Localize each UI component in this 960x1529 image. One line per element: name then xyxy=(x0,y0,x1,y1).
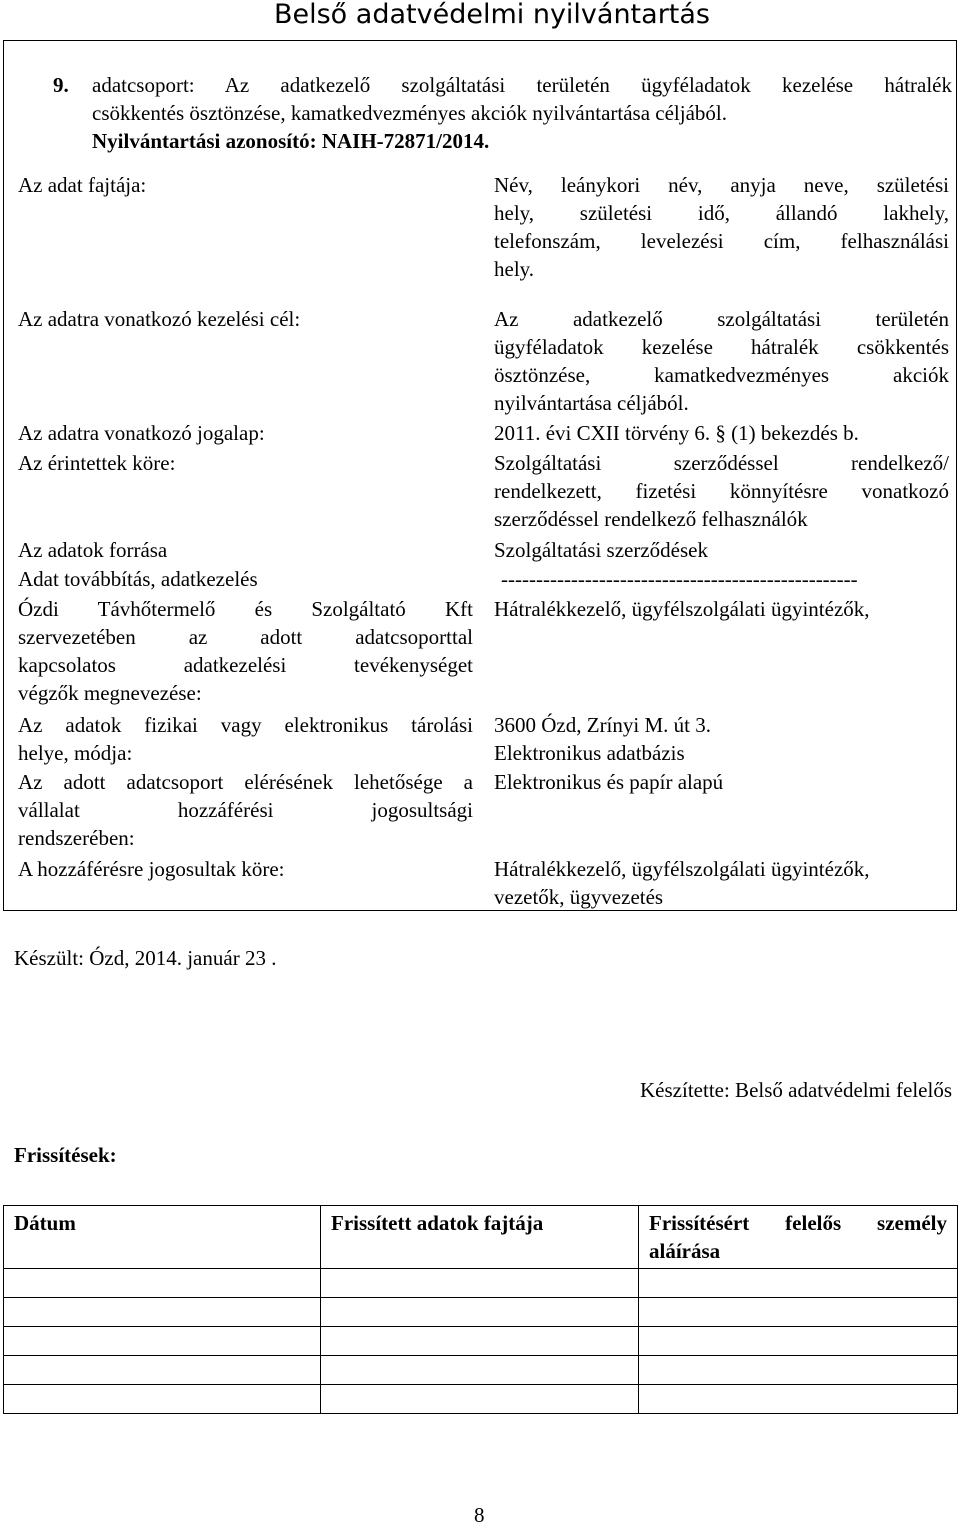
value-line: Hátralékkezelő, ügyfélszolgálati ügyintézők, xyxy=(494,857,870,881)
cell xyxy=(4,1298,321,1327)
updates-heading: Frissítések: xyxy=(14,1143,117,1167)
label-line: kapcsolatos adatkezelési tevékenységet xyxy=(18,653,473,677)
row-label xyxy=(18,171,473,199)
header-date: Dátum xyxy=(4,1206,321,1269)
value-line: vezetők, ügyvezetés xyxy=(494,885,664,909)
row-value xyxy=(494,595,949,623)
value-line: ügyféladatok kezelése hátralék csökkentés xyxy=(494,335,949,359)
row-value xyxy=(494,768,949,796)
cell xyxy=(321,1327,639,1356)
row-label xyxy=(18,595,473,707)
cell xyxy=(321,1385,639,1414)
value-line: 3600 Ózd, Zrínyi M. út 3. xyxy=(494,713,711,737)
header-updated-data: Frissített adatok fajtája xyxy=(321,1206,639,1269)
cell xyxy=(639,1327,958,1356)
label-line: Az adatra vonatkozó jogalap: xyxy=(18,421,265,445)
cell xyxy=(4,1269,321,1298)
value-line: hely, születési idő, állandó lakhely, xyxy=(494,201,949,225)
creation-date: Készült: Ózd, 2014. január 23 . xyxy=(14,946,277,970)
label-line: Az érintettek köre: xyxy=(18,451,176,475)
header-responsible-signature: Frissítésért felelős személy aláírása xyxy=(639,1206,958,1269)
value-line: hely. xyxy=(494,257,535,281)
page-number: 8 xyxy=(474,1503,485,1527)
label-line: Az adott adatcsoport elérésének lehetősége a xyxy=(18,770,473,794)
cell xyxy=(639,1269,958,1298)
cell xyxy=(321,1269,639,1298)
section-id: Nyilvántartási azonosító: NAIH-72871/2014. xyxy=(92,129,490,153)
row-label xyxy=(18,536,473,564)
row-label xyxy=(18,419,473,447)
label-line: Az adatok forrása xyxy=(18,538,168,562)
label-line: rendszerében: xyxy=(18,826,135,850)
row-label xyxy=(18,565,473,593)
row-value xyxy=(494,711,949,767)
row-value xyxy=(494,171,949,283)
data-record-table xyxy=(3,40,957,911)
value-line: Szolgáltatási szerződéssel rendelkező/ xyxy=(494,451,949,475)
updates-row xyxy=(4,1327,958,1356)
value-line: telefonszám, levelezési cím, felhasználási xyxy=(494,229,949,253)
updates-row xyxy=(4,1298,958,1327)
row-value xyxy=(501,565,956,593)
page-title: Belső adatvédelmi nyilvántartás xyxy=(273,0,710,30)
value-line: Hátralékkezelő, ügyfélszolgálati ügyintézők, xyxy=(494,597,870,621)
cell xyxy=(639,1385,958,1414)
label-line: vállalat hozzáférési jogosultsági xyxy=(18,798,473,822)
row-label xyxy=(18,855,473,883)
label-line: Az adatok fizikai vagy elektronikus tárolási xyxy=(18,713,473,737)
value-line: Név, leánykori név, anyja neve, születési xyxy=(494,173,949,197)
cell xyxy=(4,1385,321,1414)
value-line: Elektronikus adatbázis xyxy=(494,741,685,765)
row-value xyxy=(494,855,949,911)
author-line: Készítette: Belső adatvédelmi felelős xyxy=(640,1078,952,1102)
label-line: A hozzáférésre jogosultak köre: xyxy=(18,857,285,881)
updates-row xyxy=(4,1269,958,1298)
updates-table xyxy=(3,1205,958,1414)
row-value xyxy=(494,419,949,447)
label-line: helye, módja: xyxy=(18,741,133,765)
value-line: Szolgáltatási szerződések xyxy=(494,538,708,562)
section-heading-line-1: adatcsoport: Az adatkezelő szolgáltatási területén ügyféladatok kezelése hátralék xyxy=(92,73,952,97)
cell xyxy=(4,1356,321,1385)
row-value xyxy=(494,536,949,564)
value-line: 2011. évi CXII törvény 6. § (1) bekezdés b. xyxy=(494,421,859,445)
value-line: rendelkezett, fizetési könnyítésre vonatkozó xyxy=(494,479,949,503)
row-label xyxy=(18,768,473,852)
label-line: Adat továbbítás, adatkezelés xyxy=(18,567,258,591)
updates-row xyxy=(4,1356,958,1385)
row-label xyxy=(18,711,473,767)
value-line: nyilvántartása céljából. xyxy=(494,391,689,415)
cell xyxy=(4,1327,321,1356)
cell xyxy=(321,1356,639,1385)
row-label xyxy=(18,449,473,477)
value-line: ösztönzése, kamatkedvezményes akciók xyxy=(494,363,949,387)
value-line: szerződéssel rendelkező felhasználók xyxy=(494,507,808,531)
section-number: 9. xyxy=(53,73,69,97)
updates-row xyxy=(4,1385,958,1414)
row-value xyxy=(494,449,949,533)
row-label xyxy=(18,305,473,333)
section-heading-line-2: csökkentés ösztönzése, kamatkedvezményes akciók nyilvántartása céljából. xyxy=(92,101,728,125)
value-line: Elektronikus és papír alapú xyxy=(494,770,724,794)
label-line: Az adat fajtája: xyxy=(18,173,147,197)
value-line: Az adatkezelő szolgáltatási területén xyxy=(494,307,949,331)
label-line: Az adatra vonatkozó kezelési cél: xyxy=(18,307,301,331)
cell xyxy=(321,1298,639,1327)
value-line: --------------------------------------------------- xyxy=(501,567,858,591)
label-line: szervezetében az adott adatcsoporttal xyxy=(18,625,473,649)
cell xyxy=(639,1356,958,1385)
updates-header-row xyxy=(4,1206,958,1269)
label-line: végzők megnevezése: xyxy=(18,681,202,705)
row-value xyxy=(494,305,949,417)
cell xyxy=(639,1298,958,1327)
label-line: Ózdi Távhőtermelő és Szolgáltató Kft xyxy=(18,597,473,621)
